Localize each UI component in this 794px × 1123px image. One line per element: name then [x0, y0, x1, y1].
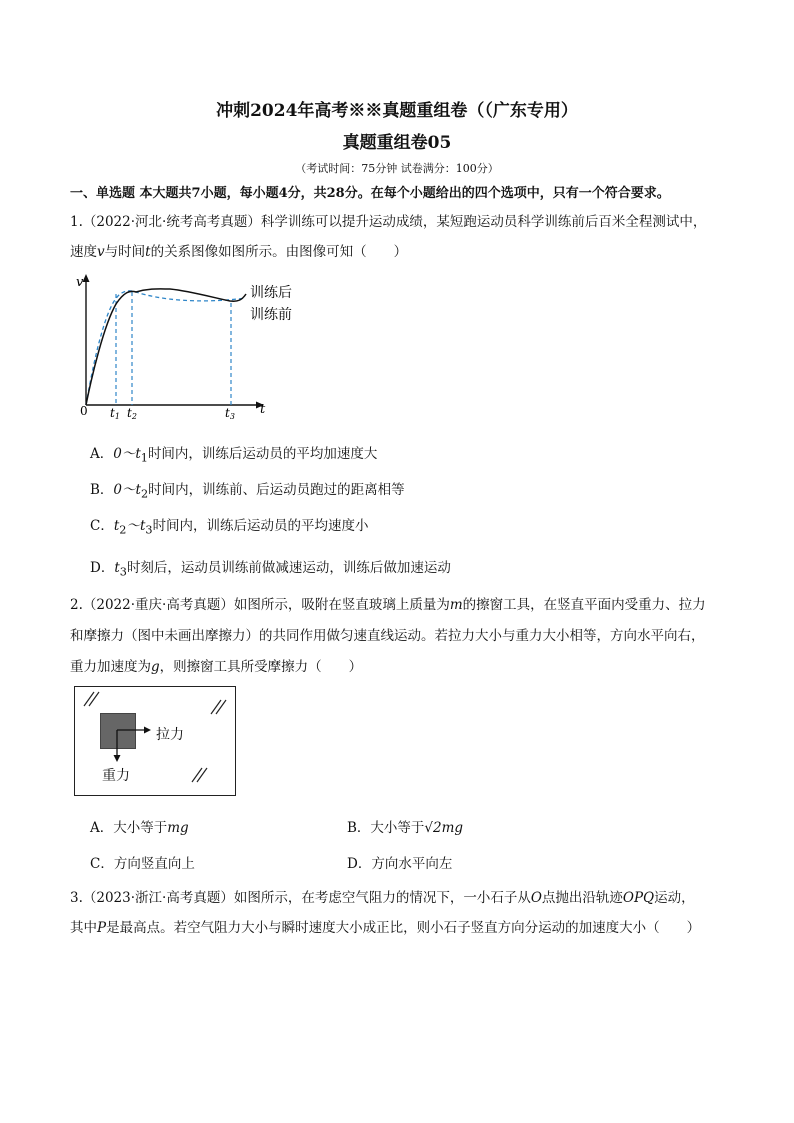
force-arrows [100, 713, 160, 773]
q2-var-g: g [151, 659, 160, 675]
q1-text-b: 与时间 [104, 244, 146, 260]
document-subtitle: 真题重组卷05 [342, 133, 452, 153]
q2-option-a[interactable] [90, 816, 189, 836]
q2-option-b-text: 大小等于 [370, 820, 425, 836]
option-d-math: t [114, 560, 120, 576]
q1-line-1: 1.（2022·河北·统考高考真题）科学训练可以提升运动成绩，某短跑运动员科学训练前后百米全程测试中， [70, 214, 707, 230]
q2-var-m: m [449, 597, 463, 613]
after-training-label: 训练后 [250, 285, 292, 301]
t1-label: t1 [110, 406, 120, 420]
q1-line-2 [70, 240, 407, 260]
q2-option-b-math: √2mg [424, 820, 464, 836]
q2-option-b-prefix: B． [347, 820, 371, 836]
option-a-sub: 1 [140, 451, 148, 465]
q1-text-c: 的关系图像如图所示。由图像可知（ ） [150, 244, 408, 260]
after-training-curve [86, 289, 246, 405]
option-b-prefix: B． [90, 482, 114, 498]
q2-line-1 [70, 593, 706, 613]
y-axis-label: v [76, 275, 84, 290]
option-c-prefix: C． [90, 518, 114, 534]
q1-var-t: t [145, 244, 151, 260]
q3-line-2 [70, 916, 700, 936]
q1-var-v: v [97, 244, 105, 260]
q1-option-d[interactable] [90, 556, 451, 579]
option-d-text: 时刻后，运动员训练前做减速运动，训练后做加速运动 [126, 560, 451, 576]
option-d-prefix: D． [90, 560, 115, 576]
gravity-arrowhead [114, 755, 121, 762]
option-b-text: 时间内，训练前、后运动员跑过的距离相等 [148, 482, 405, 498]
q3-text-b: 点抛出沿轨迹 [541, 890, 623, 906]
q2-option-d-prefix: D． [347, 856, 372, 872]
q1-option-b[interactable] [90, 478, 405, 501]
q1-option-c[interactable] [90, 514, 369, 537]
q2-option-a-math: mg [167, 820, 189, 836]
option-d-sub: 3 [119, 565, 127, 579]
x-axis-label: t [260, 402, 266, 417]
option-a-math: 0～t [113, 446, 141, 462]
q2-text-b: 的擦窗工具，在竖直平面内受重力、拉力 [462, 597, 706, 613]
document-title: 冲刺2024年高考※※真题重组卷（（广东专用） [216, 101, 578, 121]
q2-option-b[interactable] [347, 816, 463, 836]
option-c-math1: t [113, 518, 120, 534]
option-c-mid: ～t [126, 518, 146, 534]
q1-text-a: 速度 [70, 244, 97, 260]
option-a-prefix: A． [90, 446, 114, 462]
pull-force-label: 拉力 [156, 727, 184, 743]
q2-option-c-prefix: C． [90, 856, 114, 872]
q1-option-a[interactable] [90, 442, 377, 465]
option-b-math: 0～t [113, 482, 141, 498]
q3-var-opq: OPQ [622, 890, 655, 906]
option-a-text: 时间内，训练后运动员的平均加速度大 [147, 446, 378, 462]
q2-option-a-prefix: A． [90, 820, 114, 836]
exam-info: （考试时间：75分钟 试卷满分：100分） [295, 162, 499, 175]
q3-line-1 [70, 886, 695, 906]
option-c-text: 时间内，训练后运动员的平均速度小 [152, 518, 369, 534]
q2-text-d: ，则擦窗工具所受摩擦力（ ） [159, 659, 363, 675]
t2-label: t2 [127, 406, 137, 420]
q2-option-c-text: 方向竖直向上 [113, 856, 195, 872]
t3-label: t3 [225, 406, 235, 420]
q2-text-a: 2.（2022·重庆·高考真题）如图所示，吸附在竖直玻璃上质量为 [70, 597, 450, 613]
q3-var-o: O [530, 890, 542, 906]
section-heading: 一、单选题 本大题共7小题，每小题4分，共28分。在每个小题给出的四个选项中，只有一个符合要求。 [70, 186, 670, 201]
velocity-time-graph [70, 270, 310, 420]
q3-var-p: P [97, 920, 107, 936]
q2-option-d[interactable] [347, 852, 452, 872]
option-b-sub: 2 [140, 487, 149, 501]
q2-option-d-text: 方向水平向左 [371, 856, 453, 872]
gravity-label: 重力 [102, 768, 130, 784]
q2-line-2: 和摩擦力（图中未画出摩擦力）的共同作用做匀速直线运动。若拉力大小与重力大小相等，方向水平向右， [70, 628, 705, 644]
q2-option-a-text: 大小等于 [113, 820, 168, 836]
origin-label: 0 [80, 404, 88, 418]
q3-text-d: 其中 [70, 920, 97, 936]
before-training-label: 训练前 [250, 307, 292, 323]
q2-text-c: 重力加速度为 [70, 659, 151, 675]
q3-text-e: 是最高点。若空气阻力大小与瞬时速度大小成正比，则小石子竖直方向分运动的加速度大小（ ） [106, 920, 701, 936]
q3-text-c: 运动， [654, 890, 695, 906]
pull-arrowhead [144, 727, 151, 734]
q3-text-a: 3.（2023·浙江·高考真题）如图所示，在考虑空气阻力的情况下，一小石子从 [70, 890, 531, 906]
y-axis-arrow [83, 274, 90, 282]
q2-line-3 [70, 655, 362, 675]
option-c-sub2: 3 [145, 523, 153, 537]
before-training-curve [86, 291, 246, 405]
option-c-sub1: 2 [119, 523, 127, 537]
q2-option-c[interactable] [90, 852, 195, 872]
